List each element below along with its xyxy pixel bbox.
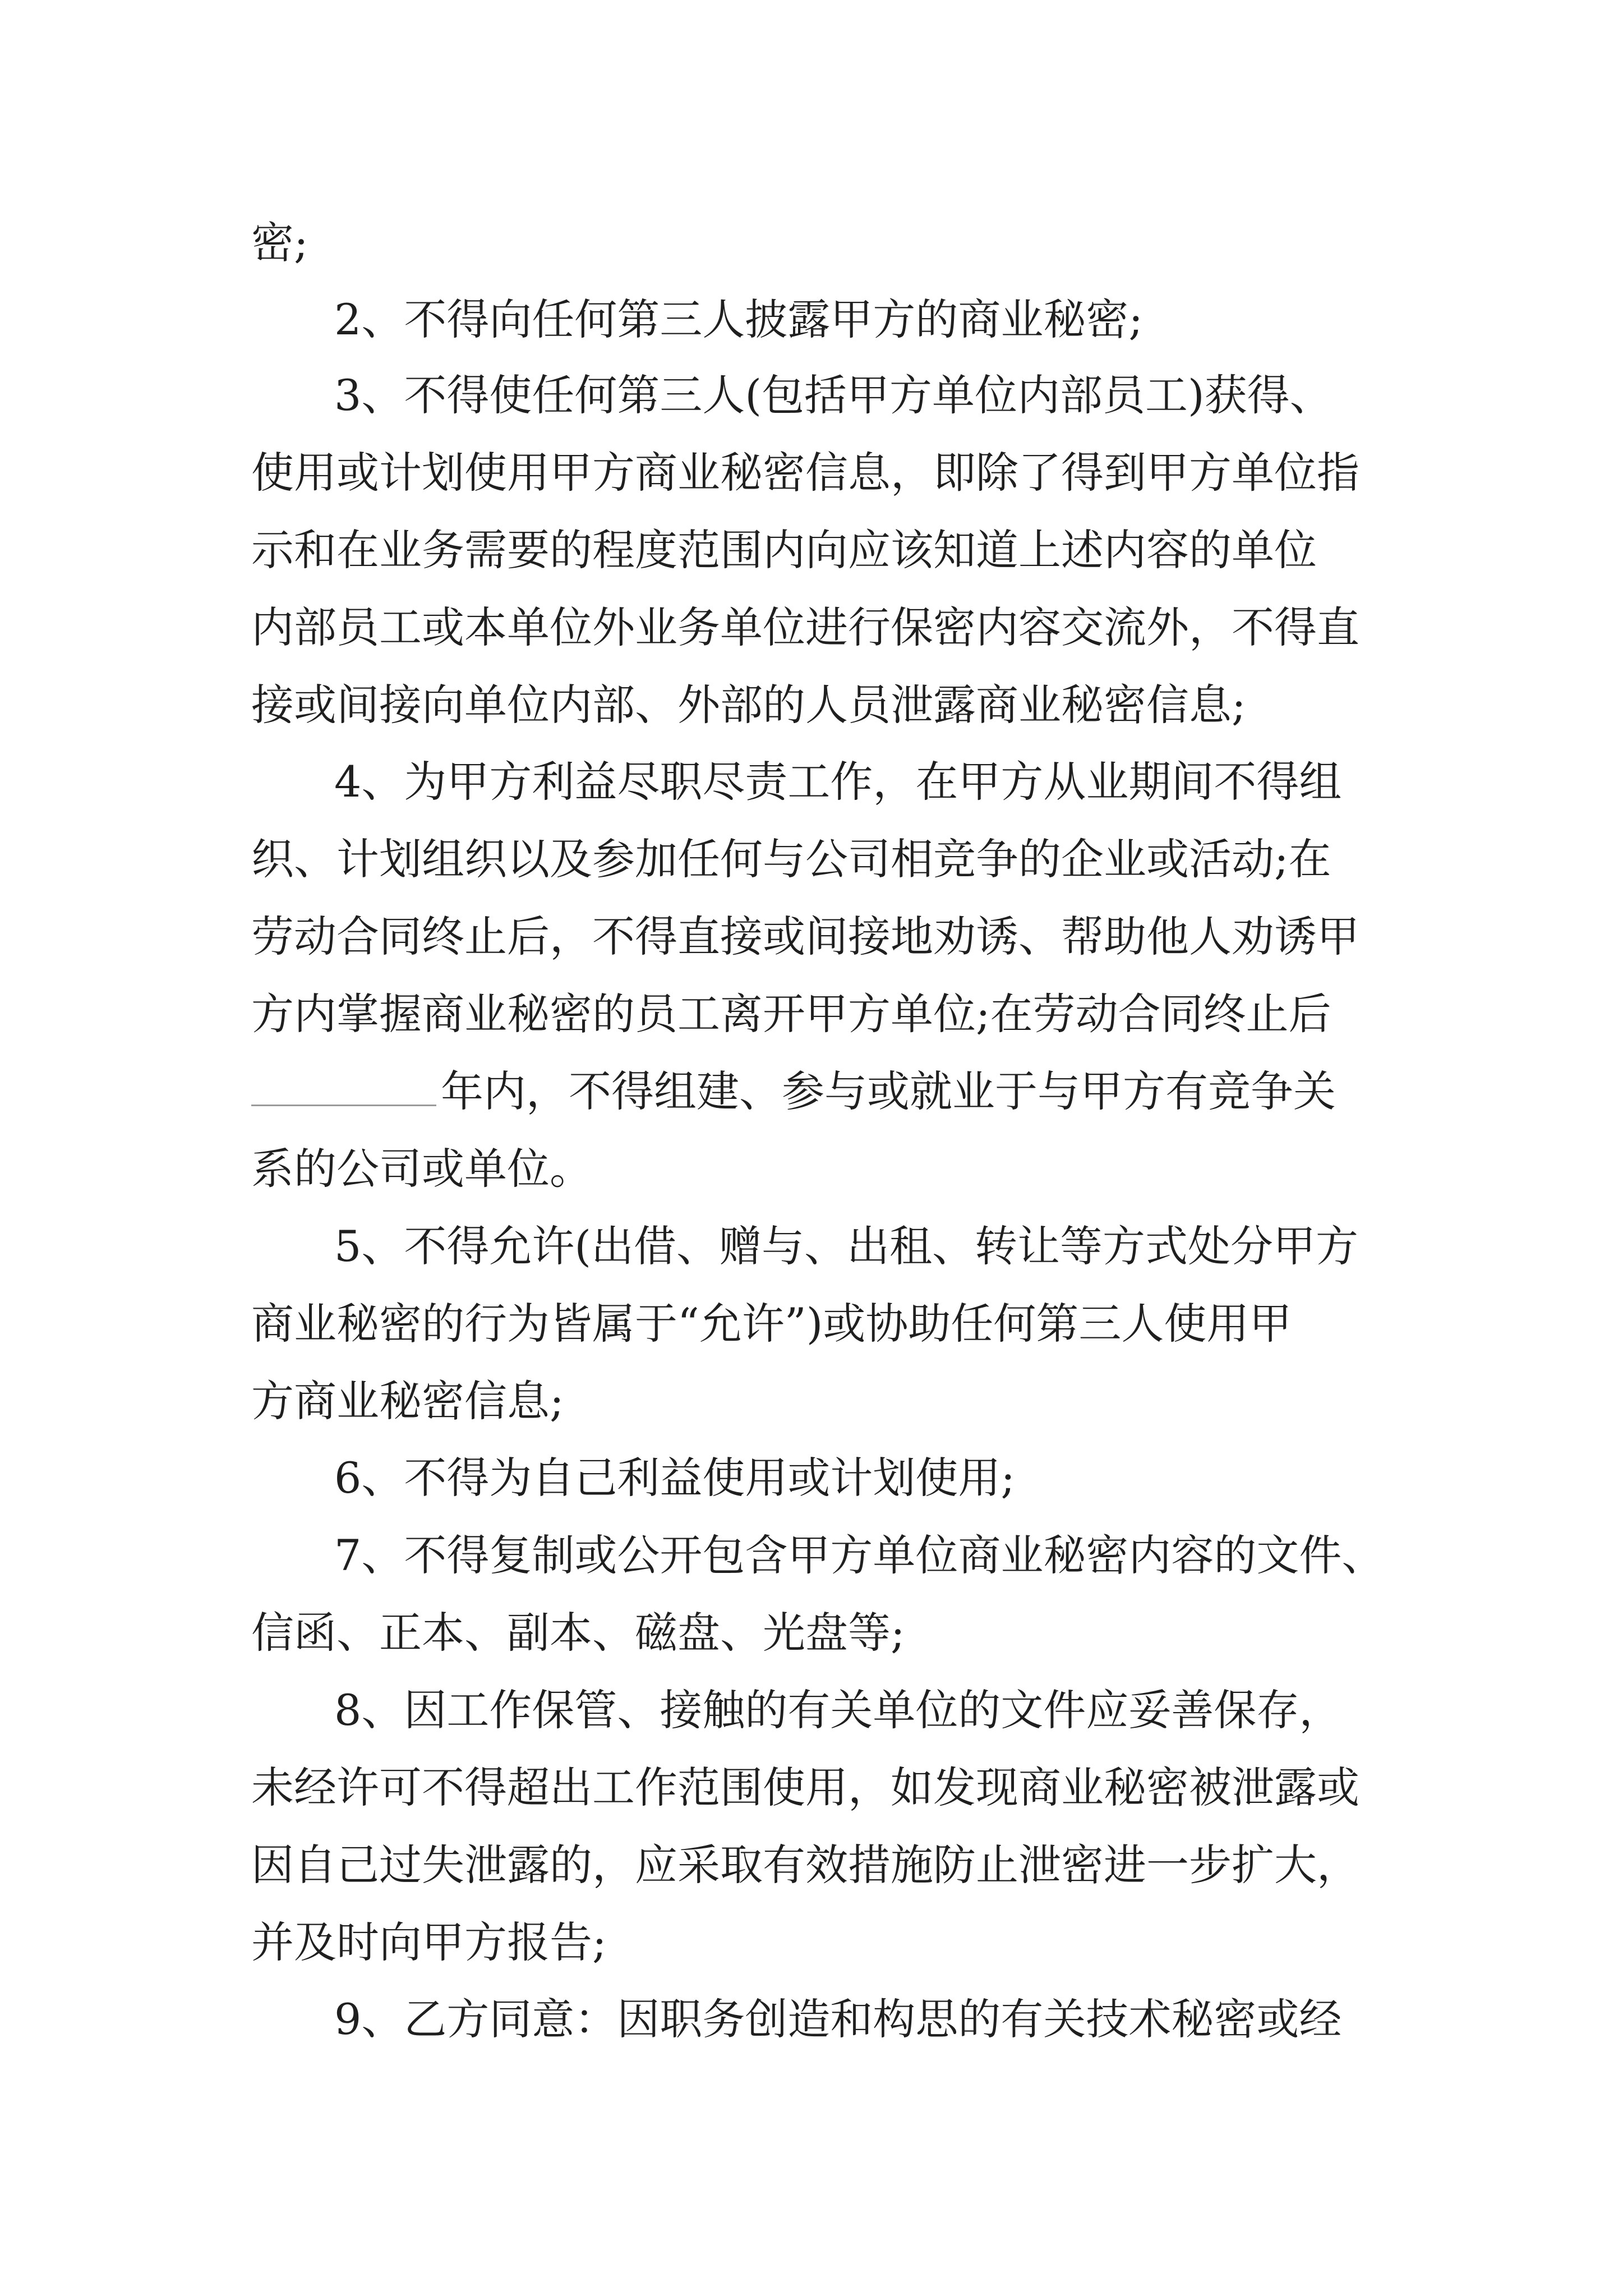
text-line: 6、不得为自己利益使用或计划使用; xyxy=(334,1453,1015,1503)
text-line: 5、不得允许(出借、赠与、出租、转让等方式处分甲方 xyxy=(334,1221,1359,1271)
text-line: 系的公司或单位。 xyxy=(251,1144,592,1194)
text-line: 因自己过失泄露的，应采取有效措施防止泄密进一步扩大， xyxy=(251,1840,1359,1890)
text-line: 7、不得复制或公开包含甲方单位商业秘密内容的文件、 xyxy=(334,1530,1385,1580)
text-line: 4、为甲方利益尽职尽责工作，在甲方从业期间不得组 xyxy=(334,757,1342,807)
text-line: 方商业秘密信息; xyxy=(251,1376,564,1426)
text-line: 内部员工或本单位外业务单位进行保密内容交流外，不得直 xyxy=(251,602,1359,652)
text-line: 密; xyxy=(251,218,308,268)
text-line: 接或间接向单位内部、外部的人员泄露商业秘密信息; xyxy=(251,680,1246,730)
text-line: 信函、正本、副本、磁盘、光盘等; xyxy=(251,1608,905,1658)
text-line-with-blank xyxy=(251,1064,1336,1120)
text-line: 未经许可不得超出工作范围使用，如发现商业秘密被泄露或 xyxy=(251,1763,1359,1812)
text-line: 商业秘密的行为皆属于“允许”)或协助任何第三人使用甲 xyxy=(251,1299,1292,1349)
text-line: 2、不得向任何第三人披露甲方的商业秘密; xyxy=(334,295,1143,344)
text-line: 3、不得使任何第三人(包括甲方单位内部员工)获得、 xyxy=(334,370,1332,420)
text-line: 使用或计划使用甲方商业秘密信息，即除了得到甲方单位指 xyxy=(251,448,1359,498)
text-line: 织、计划组织以及参加任何与公司相竞争的企业或活动;在 xyxy=(251,834,1331,884)
text-fragment: 年内，不得组建、参与或就业于与甲方有竞争关 xyxy=(441,1066,1336,1116)
text-line: 8、因工作保管、接触的有关单位的文件应妥善保存， xyxy=(334,1685,1342,1735)
fill-in-blank[interactable] xyxy=(251,1065,436,1106)
text-line: 劳动合同终止后，不得直接或间接地劝诱、帮助他人劝诱甲 xyxy=(251,912,1359,961)
text-line: 9、乙方同意：因职务创造和构思的有关技术秘密或经 xyxy=(334,1994,1342,2044)
text-line: 并及时向甲方报告; xyxy=(251,1917,607,1967)
text-line: 方内掌握商业秘密的员工离开甲方单位;在劳动合同终止后 xyxy=(251,989,1331,1039)
text-line: 示和在业务需要的程度范围内向应该知道上述内容的单位 xyxy=(251,525,1317,575)
